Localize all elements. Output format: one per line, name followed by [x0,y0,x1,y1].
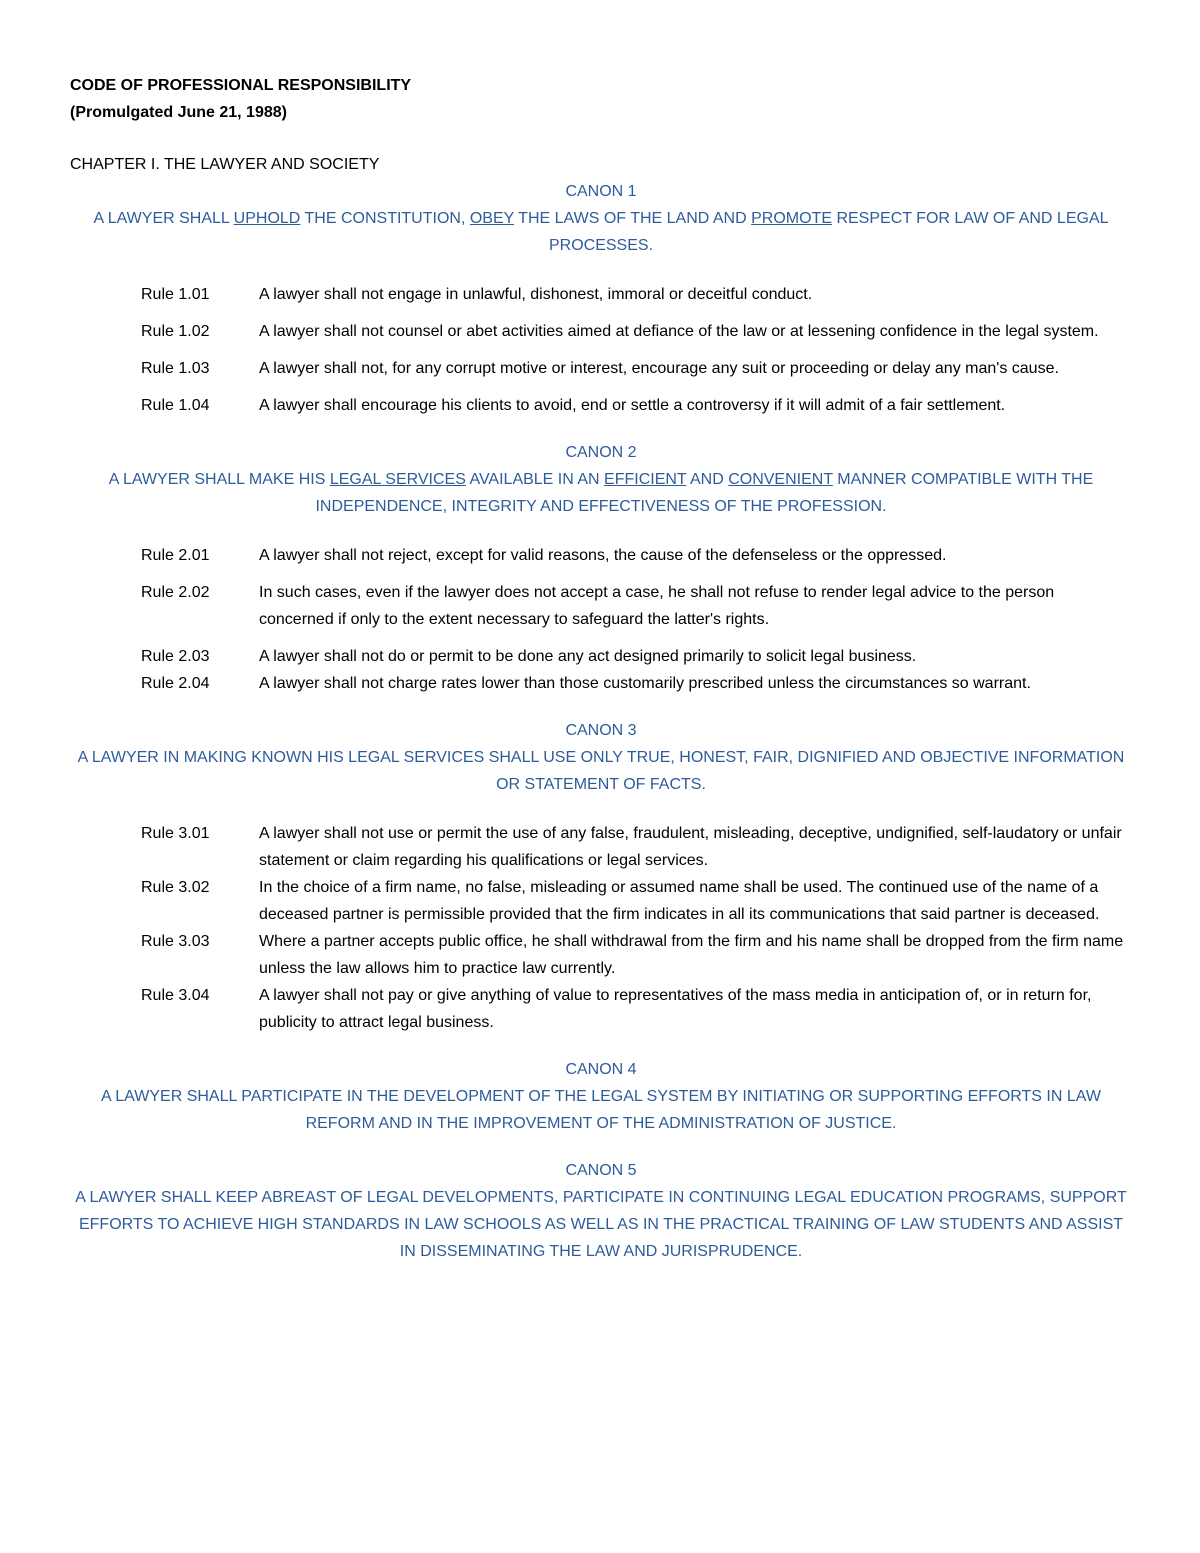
rule-text: A lawyer shall not, for any corrupt motive or interest, encourage any suit or proceeding or delay any man's cause. [259,360,1059,377]
canon-heading: CANON 3 [565,722,637,739]
rule-text: A lawyer shall encourage his clients to avoid, end or settle a controversy if it will admit of a fair settlement. [259,397,1006,414]
rule-item [70,318,1132,345]
canon-statement-text: AND [686,471,729,488]
rule-number: Rule 2.02 [141,584,210,601]
canon-list [70,178,1132,1265]
rule-item [70,542,1132,569]
rule-number: Rule 3.04 [141,987,210,1004]
rule-number: Rule 1.04 [141,397,210,414]
canon-block [70,1056,1132,1137]
rule-item [70,281,1132,308]
rule-text: A lawyer shall not charge rates lower than those customarily prescribed unless the circumstances so warrant. [259,675,1031,692]
canon-statement-text: THE LAWS OF THE LAND AND [514,210,752,227]
canon-keyword: EFFICIENT [604,471,687,488]
canon-heading: CANON 1 [565,183,637,200]
canon-block [70,439,1132,697]
canon-keyword: LEGAL SERVICES [329,471,466,488]
document-page [70,72,1132,1265]
rule-item [70,928,1132,982]
rule-number: Rule 3.03 [141,933,210,950]
canon-keyword: PROMOTE [751,210,832,227]
rule-number: Rule 3.02 [141,879,210,896]
rule-list [70,820,1132,1036]
canon-block [70,717,1132,1036]
rule-list [70,281,1132,419]
rule-number: Rule 2.01 [141,547,210,564]
rule-number: Rule 1.02 [141,323,210,340]
canon-block [70,1157,1132,1265]
rule-number: Rule 1.01 [141,286,210,303]
rule-text: Where a partner accepts public office, he shall withdrawal from the firm and his name shall be dropped from the firm name unless the law allows him to practice law currently. [259,933,1124,977]
canon-statement-text: A LAWYER IN MAKING KNOWN HIS LEGAL SERVICES SHALL USE ONLY TRUE, HONEST, FAIR, DIGNIFIED AND OBJECTIVE INFORMATION OR STATEMENT OF FACTS. [77,749,1125,793]
rule-item [70,579,1132,633]
canon-statement-text: MANNER COMPATIBLE WITH THE INDEPENDENCE, INTEGRITY AND EFFECTIVENESS OF THE PROFESSION. [315,471,1094,515]
rule-item [70,355,1132,382]
canon-statement-text: A LAWYER SHALL MAKE HIS [108,471,330,488]
canon-block [70,178,1132,419]
chapter-heading: CHAPTER I. THE LAWYER AND SOCIETY [70,156,380,173]
rule-text: A lawyer shall not counsel or abet activities aimed at defiance of the law or at lessening confidence in the legal system. [259,323,1099,340]
canon-heading: CANON 2 [565,444,637,461]
canon-statement-text: A LAWYER SHALL KEEP ABREAST OF LEGAL DEVELOPMENTS, PARTICIPATE IN CONTINUING LEGAL EDUCATION PROGRAMS, SUPPORT EFFORTS TO ACHIEVE HIGH STANDARDS IN LAW SCHOOLS AS WELL AS IN THE PRACTICAL TRAINING OF LAW STUDENTS AND ASSIST IN DISSEMINATING THE LAW AND JURISPRUDENCE. [75,1189,1127,1260]
canon-statement-text: THE CONSTITUTION, [300,210,470,227]
canon-statement [70,1184,1132,1265]
canon-heading: CANON 5 [565,1162,637,1179]
rule-list [70,542,1132,697]
rule-text: A lawyer shall not pay or give anything of value to representatives of the mass media in anticipation of, or in return for, publicity to attract legal business. [259,987,1092,1031]
rule-item [70,643,1132,670]
rule-item [70,392,1132,419]
rule-item [70,670,1132,697]
rule-text: In such cases, even if the lawyer does not accept a case, he shall not refuse to render legal advice to the person concerned if only to the extent necessary to safeguard the latter's rights. [259,584,1055,628]
rule-item [70,874,1132,928]
rule-text: In the choice of a firm name, no false, misleading or assumed name shall be used. The continued use of the name of a deceased partner is permissible provided that the firm indicates in all its communications that said partner is deceased. [259,879,1100,923]
canon-statement-text: RESPECT FOR LAW OF AND LEGAL PROCESSES. [548,210,1109,254]
canon-statement [70,205,1132,259]
rule-item [70,982,1132,1036]
canon-statement-text: A LAWYER SHALL PARTICIPATE IN THE DEVELOPMENT OF THE LEGAL SYSTEM BY INITIATING OR SUPPORTING EFFORTS IN LAW REFORM AND IN THE IMPROVEMENT OF THE ADMINISTRATION OF JUSTICE. [101,1088,1101,1132]
canon-keyword: CONVENIENT [728,471,833,488]
canon-statement [70,466,1132,520]
canon-statement-text: A LAWYER SHALL [93,210,234,227]
canon-statement [70,1083,1132,1137]
rule-item [70,820,1132,874]
rule-number: Rule 2.04 [141,675,210,692]
rule-number: Rule 2.03 [141,648,210,665]
rule-text: A lawyer shall not do or permit to be done any act designed primarily to solicit legal business. [259,648,917,665]
canon-keyword: OBEY [469,210,515,227]
canon-statement-text: AVAILABLE IN AN [465,471,605,488]
document-title: CODE OF PROFESSIONAL RESPONSIBILITY [70,77,412,94]
rule-number: Rule 1.03 [141,360,210,377]
canon-keyword: UPHOLD [233,210,301,227]
rule-text: A lawyer shall not use or permit the use of any false, fraudulent, misleading, deceptive, undignified, self-laudatory or unfair statement or claim regarding his qualifications or legal services. [259,825,1122,869]
canon-heading: CANON 4 [565,1061,637,1078]
rule-text: A lawyer shall not engage in unlawful, dishonest, immoral or deceitful conduct. [259,286,813,303]
canon-statement [70,744,1132,798]
rule-text: A lawyer shall not reject, except for valid reasons, the cause of the defenseless or the oppressed. [259,547,947,564]
document-subtitle: (Promulgated June 21, 1988) [70,104,287,121]
rule-number: Rule 3.01 [141,825,210,842]
